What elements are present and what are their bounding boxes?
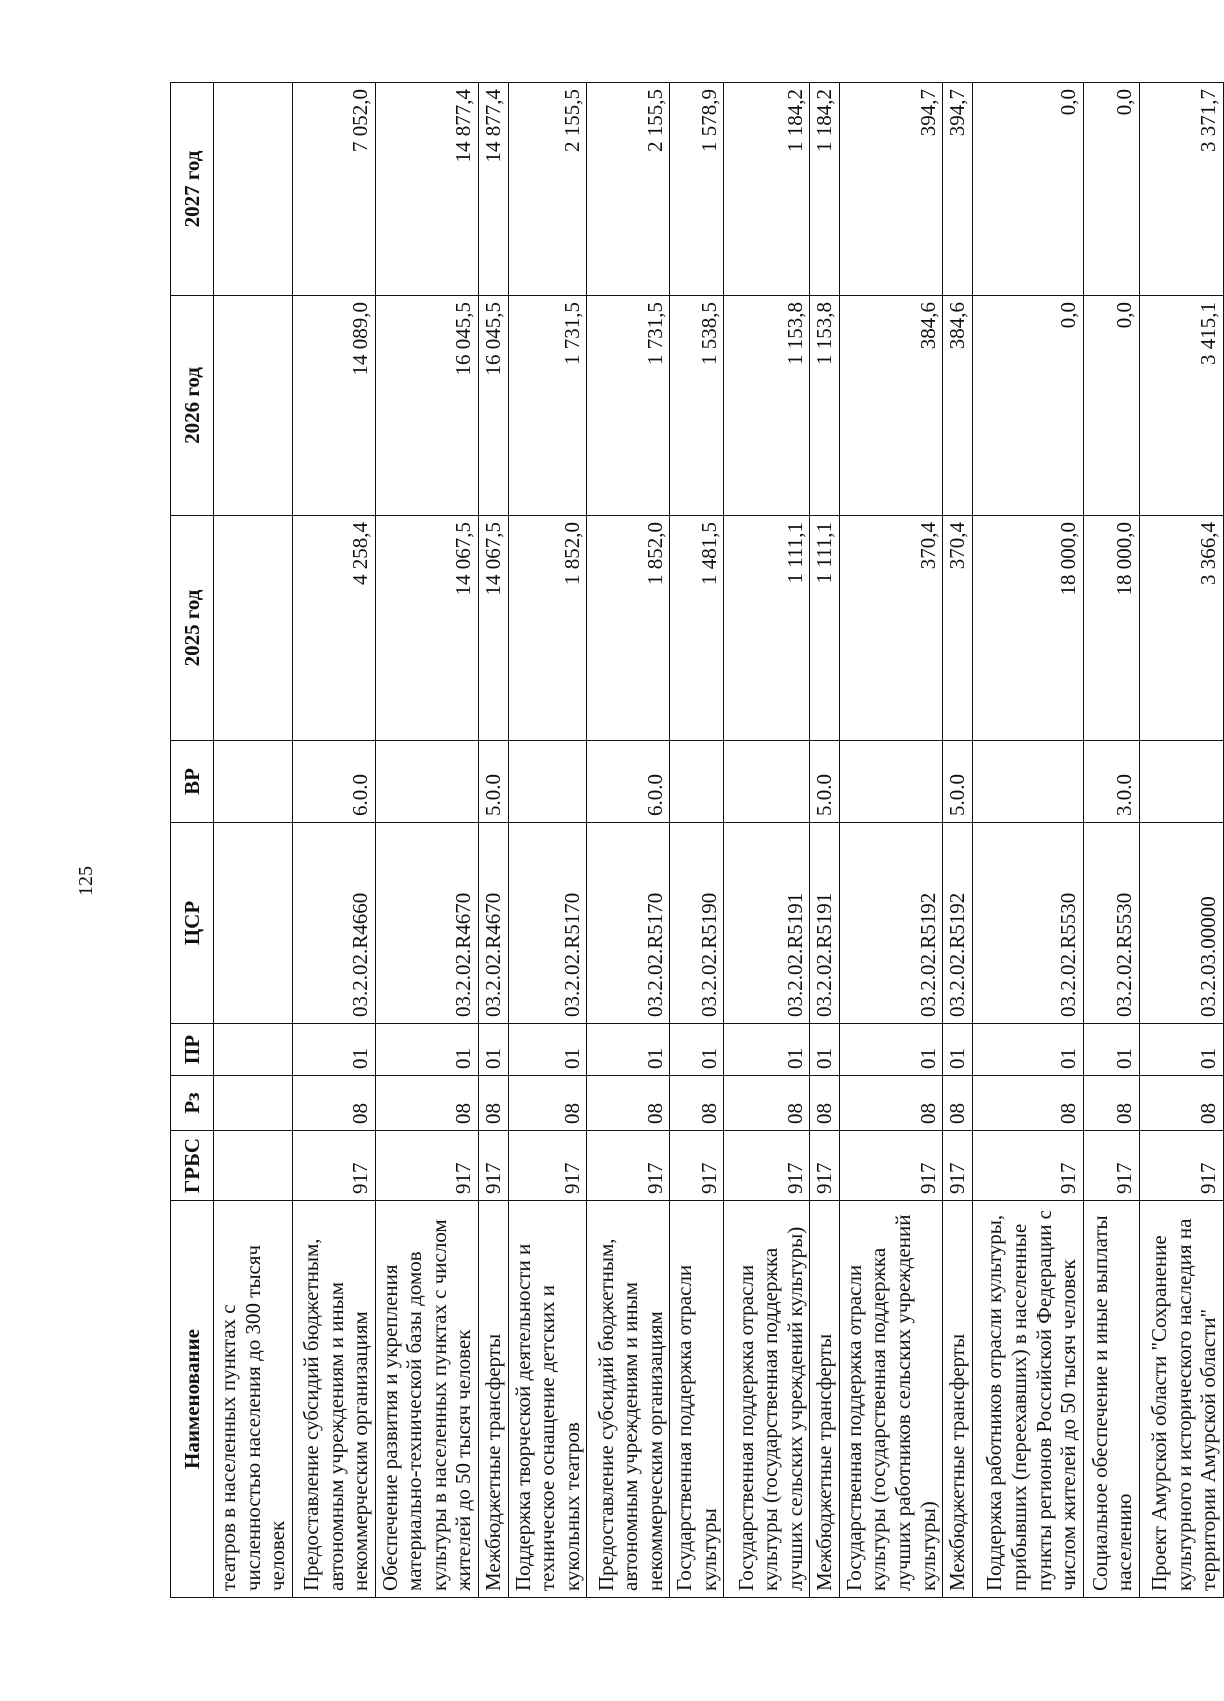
cell-pr: 01	[670, 1024, 724, 1076]
table-row	[839, 83, 942, 1598]
header-2025: 2025 год	[171, 516, 214, 741]
cell-2025: 1 111,1	[810, 516, 840, 741]
cell-name: Межбюджетные трансферты	[478, 1201, 508, 1598]
cell-grbs: 917	[972, 1131, 1083, 1201]
table-row	[943, 83, 973, 1598]
cell-2025: 18 000,0	[1083, 516, 1139, 741]
cell-rz: 08	[587, 1076, 670, 1131]
cell-vr: 6.0.0	[587, 741, 670, 823]
cell-name: Предоставление субсидий бюджетным, автономным учреждениям и иным некоммерческим организациям	[587, 1201, 670, 1598]
cell-vr	[972, 741, 1083, 823]
cell-2026	[214, 296, 293, 516]
cell-csr: 03.2.02.R5191	[724, 823, 810, 1024]
cell-name: Социальное обеспечение и иные выплаты населению	[1083, 1201, 1139, 1598]
header-grbs: ГРБС	[171, 1131, 214, 1201]
cell-2025: 1 111,1	[724, 516, 810, 741]
table-row	[1139, 83, 1223, 1598]
table-row	[670, 83, 724, 1598]
cell-rz: 08	[972, 1076, 1083, 1131]
cell-grbs: 917	[724, 1131, 810, 1201]
cell-vr	[214, 741, 293, 823]
cell-vr	[1139, 741, 1223, 823]
table-row	[972, 83, 1083, 1598]
cell-rz: 08	[1083, 1076, 1139, 1131]
cell-pr: 01	[810, 1024, 840, 1076]
cell-vr: 5.0.0	[810, 741, 840, 823]
cell-pr: 01	[1139, 1024, 1223, 1076]
cell-rz: 08	[292, 1076, 375, 1131]
cell-vr: 3.0.0	[1083, 741, 1139, 823]
cell-grbs: 917	[478, 1131, 508, 1201]
cell-pr: 01	[724, 1024, 810, 1076]
cell-name: Проект Амурской области "Сохранение культурного и исторического наследия на территории Амурской области"	[1139, 1201, 1223, 1598]
cell-grbs	[214, 1131, 293, 1201]
cell-pr: 01	[943, 1024, 973, 1076]
cell-rz: 08	[375, 1076, 478, 1131]
cell-name: Государственная поддержка отрасли культуры (государственная поддержка лучших сельских учреждений культуры)	[724, 1201, 810, 1598]
cell-2025: 4 258,4	[292, 516, 375, 741]
cell-rz: 08	[478, 1076, 508, 1131]
cell-pr: 01	[508, 1024, 587, 1076]
table-row	[508, 83, 587, 1598]
cell-name: Предоставление субсидий бюджетным, автономным учреждениям и иным некоммерческим организациям	[292, 1201, 375, 1598]
cell-rz: 08	[810, 1076, 840, 1131]
header-name: Наименование	[171, 1201, 214, 1598]
cell-2025: 3 366,4	[1139, 516, 1223, 741]
header-csr: ЦСР	[171, 823, 214, 1024]
cell-2026: 0,0	[1083, 296, 1139, 516]
cell-vr: 6.0.0	[292, 741, 375, 823]
cell-rz: 08	[943, 1076, 973, 1131]
cell-2026: 1 731,5	[508, 296, 587, 516]
cell-2026: 384,6	[839, 296, 942, 516]
cell-2026: 1 153,8	[810, 296, 840, 516]
cell-csr: 03.2.02.R5192	[943, 823, 973, 1024]
cell-csr: 03.2.02.R5192	[839, 823, 942, 1024]
cell-grbs: 917	[839, 1131, 942, 1201]
cell-csr: 03.2.02.R5190	[670, 823, 724, 1024]
cell-2026: 14 089,0	[292, 296, 375, 516]
cell-vr	[670, 741, 724, 823]
cell-name: Государственная поддержка отрасли культуры	[670, 1201, 724, 1598]
cell-vr	[839, 741, 942, 823]
cell-2027: 1 578,9	[670, 83, 724, 296]
cell-2026: 16 045,5	[478, 296, 508, 516]
cell-rz: 08	[724, 1076, 810, 1131]
cell-2027: 0,0	[1083, 83, 1139, 296]
cell-csr: 03.2.02.R4660	[292, 823, 375, 1024]
cell-csr: 03.2.02.R4670	[478, 823, 508, 1024]
cell-2025: 1 481,5	[670, 516, 724, 741]
table-row	[587, 83, 670, 1598]
header-vr: ВР	[171, 741, 214, 823]
cell-pr: 01	[375, 1024, 478, 1076]
cell-2025: 18 000,0	[972, 516, 1083, 741]
budget-table	[170, 82, 1224, 1598]
cell-2026: 1 731,5	[587, 296, 670, 516]
cell-2025	[214, 516, 293, 741]
table-row	[810, 83, 840, 1598]
cell-csr: 03.2.02.R5170	[587, 823, 670, 1024]
cell-2027: 1 184,2	[810, 83, 840, 296]
cell-2025: 370,4	[943, 516, 973, 741]
cell-grbs: 917	[943, 1131, 973, 1201]
header-pr: ПР	[171, 1024, 214, 1076]
cell-grbs: 917	[508, 1131, 587, 1201]
cell-vr	[724, 741, 810, 823]
table-row	[375, 83, 478, 1598]
table-row	[724, 83, 810, 1598]
cell-vr: 5.0.0	[943, 741, 973, 823]
table-row	[478, 83, 508, 1598]
cell-pr: 01	[1083, 1024, 1139, 1076]
cell-rz: 08	[839, 1076, 942, 1131]
cell-grbs: 917	[670, 1131, 724, 1201]
cell-csr	[214, 823, 293, 1024]
cell-rz	[214, 1076, 293, 1131]
cell-grbs: 917	[375, 1131, 478, 1201]
cell-2027: 394,7	[943, 83, 973, 296]
cell-vr	[508, 741, 587, 823]
cell-2025: 14 067,5	[478, 516, 508, 741]
cell-vr: 5.0.0	[478, 741, 508, 823]
cell-csr: 03.2.02.R5530	[972, 823, 1083, 1024]
cell-rz: 08	[508, 1076, 587, 1131]
cell-pr: 01	[587, 1024, 670, 1076]
cell-name: Межбюджетные трансферты	[810, 1201, 840, 1598]
cell-2027: 14 877,4	[375, 83, 478, 296]
cell-name: Поддержка работников отрасли культуры, прибывших (переехавших) в населенные пункты регионов Российской Федерации с числом жителей до 50 тысяч человек	[972, 1201, 1083, 1598]
cell-grbs: 917	[810, 1131, 840, 1201]
cell-pr: 01	[292, 1024, 375, 1076]
cell-name: Обеспечение развития и укрепления материально-технической базы домов культуры в населенных пунктах с числом жителей до 50 тысяч человек	[375, 1201, 478, 1598]
cell-2026: 3 415,1	[1139, 296, 1223, 516]
cell-csr: 03.2.02.R4670	[375, 823, 478, 1024]
cell-name: Поддержка творческой деятельности и техническое оснащение детских и кукольных театров	[508, 1201, 587, 1598]
cell-2026: 16 045,5	[375, 296, 478, 516]
cell-rz: 08	[1139, 1076, 1223, 1131]
cell-pr: 01	[972, 1024, 1083, 1076]
header-rz: Рз	[171, 1076, 214, 1131]
cell-2026: 1 538,5	[670, 296, 724, 516]
cell-csr: 03.2.03.00000	[1139, 823, 1223, 1024]
cell-2027: 0,0	[972, 83, 1083, 296]
page-number: 125	[75, 866, 97, 896]
table-header-row	[171, 83, 214, 1598]
cell-2027: 394,7	[839, 83, 942, 296]
table-row	[292, 83, 375, 1598]
cell-2025: 14 067,5	[375, 516, 478, 741]
cell-csr: 03.2.02.R5170	[508, 823, 587, 1024]
cell-2027: 2 155,5	[587, 83, 670, 296]
header-2027: 2027 год	[171, 83, 214, 296]
cell-rz: 08	[670, 1076, 724, 1131]
cell-2026: 0,0	[972, 296, 1083, 516]
cell-grbs: 917	[587, 1131, 670, 1201]
cell-vr	[375, 741, 478, 823]
cell-name: театров в населенных пунктах с численностью населения до 300 тысяч человек	[214, 1201, 293, 1598]
cell-pr	[214, 1024, 293, 1076]
cell-2026: 1 153,8	[724, 296, 810, 516]
cell-2025: 370,4	[839, 516, 942, 741]
cell-2025: 1 852,0	[587, 516, 670, 741]
cell-2027	[214, 83, 293, 296]
cell-pr: 01	[478, 1024, 508, 1076]
cell-2025: 1 852,0	[508, 516, 587, 741]
cell-2027: 1 184,2	[724, 83, 810, 296]
rotated-table-container	[170, 83, 1221, 1598]
cell-csr: 03.2.02.R5191	[810, 823, 840, 1024]
cell-grbs: 917	[1139, 1131, 1223, 1201]
cell-2027: 7 052,0	[292, 83, 375, 296]
cell-name: Государственная поддержка отрасли культуры (государственная поддержка лучших работников сельских учреждений культуры)	[839, 1201, 942, 1598]
cell-2026: 384,6	[943, 296, 973, 516]
header-2026: 2026 год	[171, 296, 214, 516]
cell-pr: 01	[839, 1024, 942, 1076]
cell-2027: 3 371,7	[1139, 83, 1223, 296]
table-row	[1083, 83, 1139, 1598]
cell-2027: 14 877,4	[478, 83, 508, 296]
cell-grbs: 917	[1083, 1131, 1139, 1201]
cell-name: Межбюджетные трансферты	[943, 1201, 973, 1598]
table-row	[214, 83, 293, 1598]
cell-grbs: 917	[292, 1131, 375, 1201]
cell-csr: 03.2.02.R5530	[1083, 823, 1139, 1024]
cell-2027: 2 155,5	[508, 83, 587, 296]
